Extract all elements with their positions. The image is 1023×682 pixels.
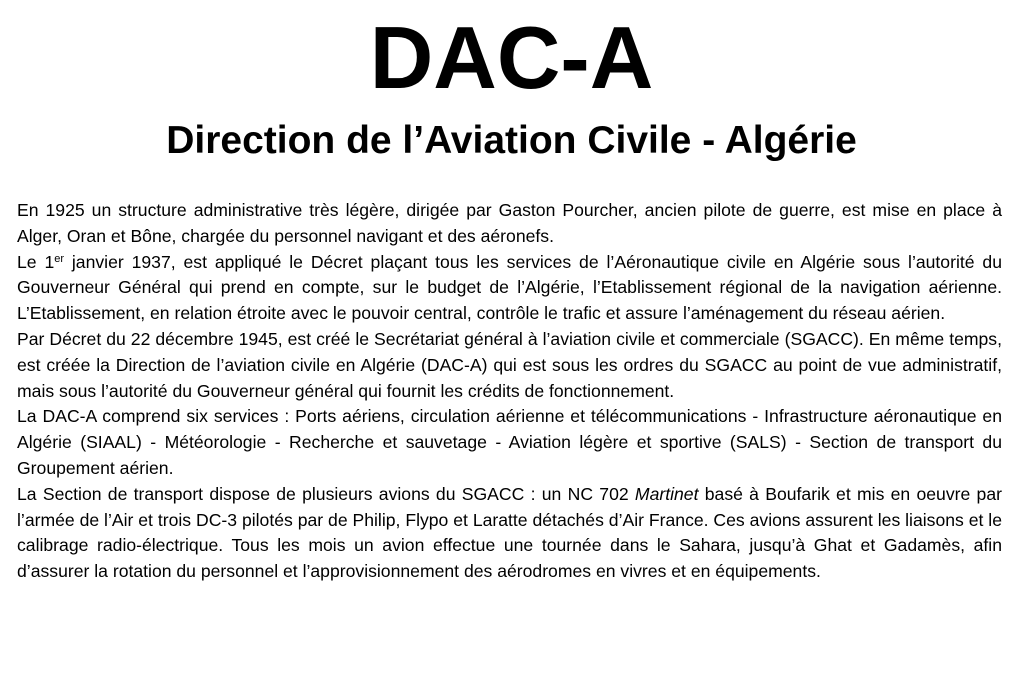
paragraph-services-text: La DAC-A comprend six services : Ports aériens, circulation aérienne et télécommunications - Infrastructure aéronautique en Algérie (SIAAL) - Météorologie - Recherche et sauvetage - Aviation légère et sportive (SALS) - Section de transport du Groupement aérien.: [17, 406, 1002, 478]
paragraph-services: [17, 404, 1002, 481]
paragraph-1937: [17, 250, 1002, 327]
paragraph-1937-text: janvier 1937, est appliqué le Décret plaçant tous les services de l’Aéronautique civile en Algérie sous l’autorité du Gouverneur Général qui prend en compte, sur le budget de l’Algérie, l’Etablissement régional de la navigation aérienne. L’Etablissement, en relation étroite avec le pouvoir central, contrôle le trafic et assure l’aménagement du réseau aérien.: [17, 251, 1002, 324]
paragraph-1945: [17, 327, 1002, 404]
paragraph-1937-lead: Le 1: [17, 251, 55, 272]
aircraft-name-italic: Martinet: [634, 483, 699, 504]
paragraph-1925: [17, 198, 1002, 250]
paragraph-transport: [17, 482, 1002, 585]
paragraph-1945-text: Par Décret du 22 décembre 1945, est créé le Secrétariat général à l’aviation civile et commerciale (SGACC). En même temps, est créée la Direction de l’aviation civile en Algérie (DAC-A) qui est sous les ordres du SGACC au point de vue administratif, mais sous l’autorité du Gouverneur général qui fournit les crédits de fonctionnement.: [17, 328, 1002, 401]
ordinal-superscript: er: [54, 252, 65, 265]
paragraph-transport-lead: La Section de transport dispose de plusieurs avions du SGACC : un NC 702: [17, 483, 635, 504]
paragraph-transport-text: basé à Boufarik et mis en oeuvre par l’armée de l’Air et trois DC-3 pilotés par de Philip, Flypo et Laratte détachés d’Air France. Ces avions assurent les liaisons et le calibrage radio-électrique. Tous les mois un avion effectue une tournée dans le Sahara, jusqu’à Ghat et Gadamès, afin d’assurer la rotation du personnel et l’approvisionnement des aérodromes en vivres et en équipements.: [17, 483, 1002, 582]
body-text: [17, 198, 1002, 585]
page-title: DAC-A: [369, 8, 654, 107]
paragraph-1925-text: En 1925 un structure administrative très légère, dirigée par Gaston Pourcher, ancien pilote de guerre, est mise en place à Alger, Oran et Bône, chargée du personnel navigant et des aéronefs.: [17, 200, 1002, 246]
page-subtitle: Direction de l’Aviation Civile - Algérie: [166, 119, 857, 162]
